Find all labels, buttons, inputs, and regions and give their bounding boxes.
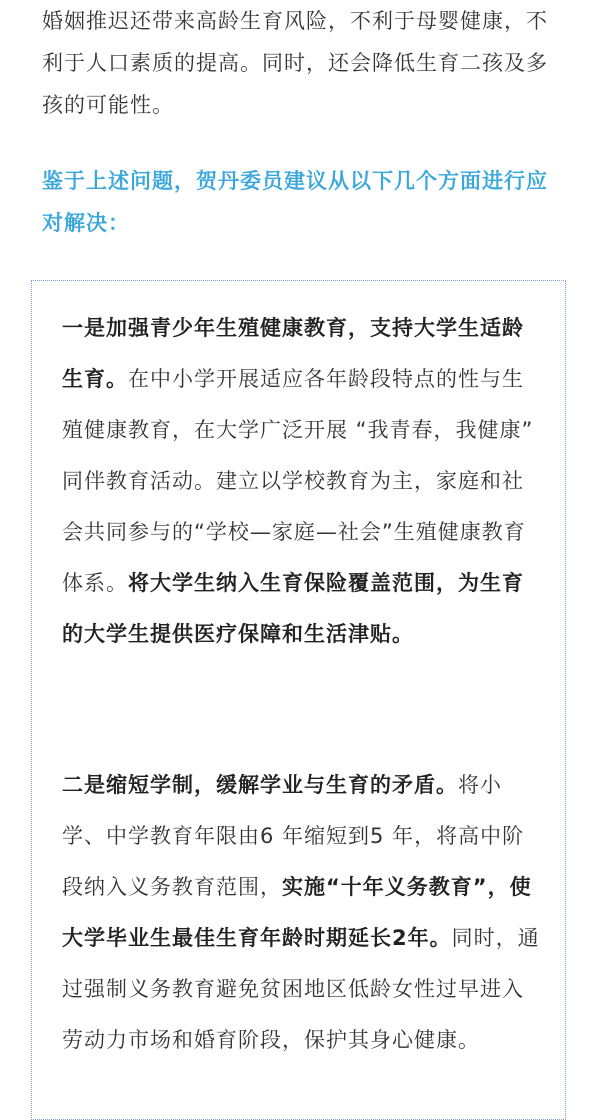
suggestion-1-text: 在中小学开展适应各年龄段特点的性与生殖健康教育，在大学广泛开展 “我青春，我健康” 同伴教育活动。建立以学校教育为主，家庭和社会共同参与的“学校—家庭—社会”生殖健康教育体系。 xyxy=(62,367,534,595)
suggestion-2-text-2: 同时，通过强制义务教育避免贫困地区低龄女性过早进入劳动力市场和婚育阶段，保护其身心健康。 xyxy=(62,926,540,1052)
suggestion-2-text: 将小学、中学教育年限由6 年缩短到5 年，将高中阶段纳入义务教育范围， xyxy=(62,773,525,899)
suggestion-2-lead: 二是缩短学制，缓解学业与生育的矛盾。 xyxy=(62,773,458,797)
suggestion-1-lead: 一是加强青少年生殖健康教育，支持大学生适龄生育。 xyxy=(62,316,524,391)
highlight-heading: 鉴于上述问题，贺丹委员建议从以下几个方面进行应对解决： xyxy=(42,169,548,235)
suggestion-1-emphasis: 将大学生纳入生育保险覆盖范围，为生育的大学生提供医疗保障和生活津贴。 xyxy=(62,571,524,646)
intro-paragraph: 婚姻推迟还带来高龄生育风险，不利于母婴健康，不利于人口素质的提高。同时，还会降低生育二孩及多孩的可能性。 xyxy=(42,9,548,117)
suggestion-paragraph-2 xyxy=(62,760,542,1066)
suggestion-paragraph-1 xyxy=(62,303,542,660)
suggestion-2-emphasis: 实施“十年义务教育”，使大学毕业生最佳生育年龄时期延长2年。 xyxy=(62,875,532,950)
